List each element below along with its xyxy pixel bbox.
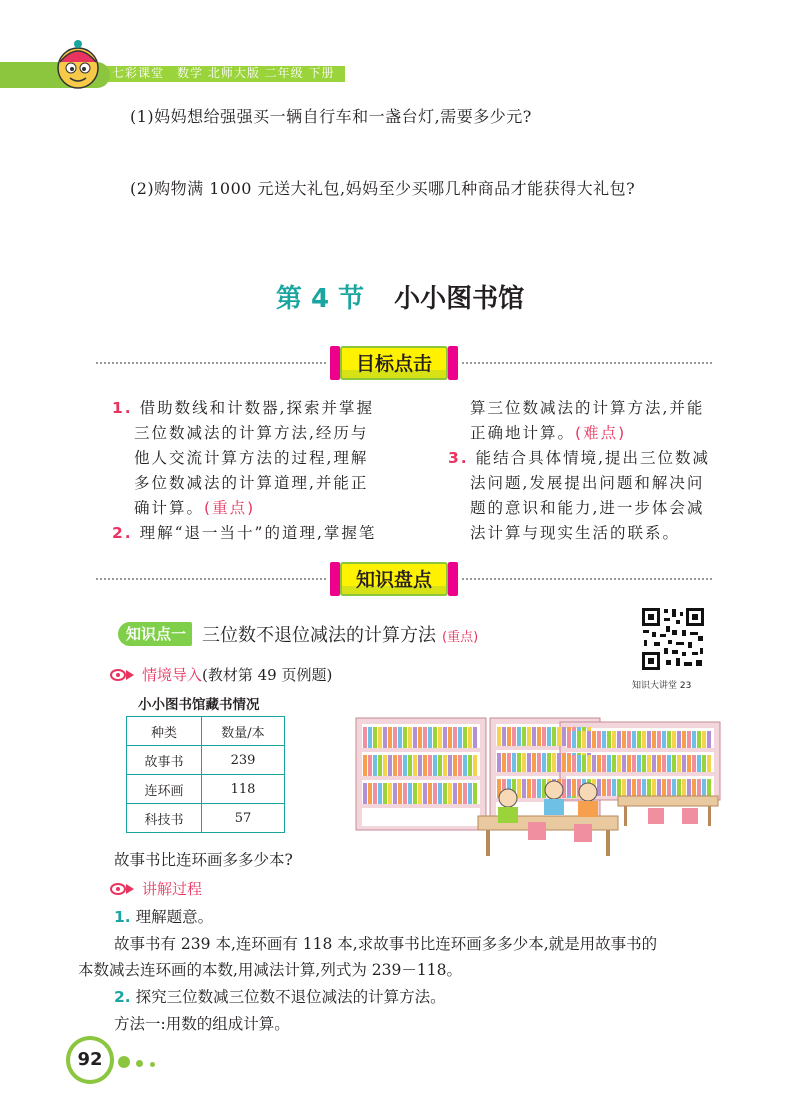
table-header-cell: 种类 bbox=[127, 717, 202, 746]
step-2-number: 2. bbox=[114, 988, 131, 1006]
book-spine bbox=[532, 779, 536, 798]
library-illustration bbox=[348, 712, 724, 860]
difficulty-label: (难点) bbox=[575, 424, 627, 442]
book-spine bbox=[507, 753, 511, 772]
book-spine bbox=[532, 753, 536, 772]
book-spine bbox=[468, 755, 472, 776]
book-spine bbox=[562, 753, 566, 772]
book-spine bbox=[527, 753, 531, 772]
book-spine bbox=[368, 755, 372, 776]
goal-3-line: 法计算与现实生活的联系。 bbox=[470, 524, 681, 542]
book-spine bbox=[433, 783, 437, 804]
book-spine bbox=[672, 731, 676, 748]
book-spine bbox=[642, 731, 646, 748]
goal-1-line: 确计算。 bbox=[134, 499, 205, 517]
book-spine bbox=[657, 779, 661, 796]
goal-1-line: 他人交流计算方法的过程,理解 bbox=[134, 449, 369, 467]
book-spine bbox=[552, 727, 556, 746]
book-spine bbox=[507, 727, 511, 746]
book-spine bbox=[463, 755, 467, 776]
book-spine bbox=[383, 783, 387, 804]
book-spine bbox=[378, 755, 382, 776]
book-spine bbox=[632, 779, 636, 796]
book-spine bbox=[522, 779, 526, 798]
book-spine bbox=[617, 755, 621, 772]
book-spine bbox=[697, 755, 701, 772]
goal-1-line: 多位数减法的计算道理,并能正 bbox=[134, 474, 369, 492]
situation-note: (教材第 49 页例题) bbox=[202, 666, 333, 684]
goal-3-line: 能结合具体情境,提出三位数减 bbox=[475, 449, 711, 467]
book-spine bbox=[373, 727, 377, 748]
book-spine bbox=[378, 783, 382, 804]
knowledge-point-text: 三位数不退位减法的计算方法 bbox=[202, 625, 436, 646]
book-spine bbox=[567, 779, 571, 796]
goal-2-continued bbox=[448, 396, 748, 546]
divider-right bbox=[462, 578, 712, 580]
book-spine bbox=[537, 753, 541, 772]
book-spine bbox=[602, 779, 606, 796]
book-spine bbox=[537, 727, 541, 746]
book-spine bbox=[423, 783, 427, 804]
book-spine bbox=[567, 731, 571, 748]
goal-2-number: 2. bbox=[112, 524, 133, 542]
book-spine bbox=[612, 731, 616, 748]
book-spine bbox=[378, 727, 382, 748]
book-spine bbox=[438, 727, 442, 748]
table-row bbox=[127, 804, 285, 833]
book-spine bbox=[582, 755, 586, 772]
book-spine bbox=[448, 727, 452, 748]
book-spine bbox=[707, 755, 711, 772]
book-spine bbox=[577, 731, 581, 748]
book-spine bbox=[512, 753, 516, 772]
book-spine bbox=[458, 783, 462, 804]
table-title: 小小图书馆藏书情况 bbox=[138, 697, 260, 713]
book-spine bbox=[527, 727, 531, 746]
book-spine bbox=[702, 755, 706, 772]
section-title bbox=[0, 278, 800, 315]
arrow-eye-icon bbox=[110, 883, 136, 895]
book-spine bbox=[697, 731, 701, 748]
book-spine bbox=[418, 755, 422, 776]
knowledge-point-badge: 知识点一 bbox=[118, 622, 192, 646]
book-spine bbox=[657, 755, 661, 772]
book-spine bbox=[632, 755, 636, 772]
book-spine bbox=[453, 755, 457, 776]
book-spine bbox=[662, 779, 666, 796]
question-1: (1)妈妈想给强强买一辆自行车和一盏台灯,需要多少元? bbox=[130, 107, 532, 126]
goal-3-line: 法问题,发展提出问题和解决问 bbox=[470, 474, 705, 492]
knowledge-tag: 知识盘点 bbox=[340, 562, 448, 596]
book-spine bbox=[622, 779, 626, 796]
book-spine bbox=[418, 727, 422, 748]
book-spine bbox=[652, 779, 656, 796]
book-spine bbox=[438, 755, 442, 776]
book-spine bbox=[423, 727, 427, 748]
book-spine bbox=[692, 755, 696, 772]
book-spine bbox=[463, 783, 467, 804]
qr-code-icon[interactable] bbox=[640, 606, 706, 672]
table-cell: 239 bbox=[202, 746, 285, 775]
divider-left bbox=[96, 362, 326, 364]
situation-label: 情境导入 bbox=[142, 666, 203, 684]
book-spine bbox=[403, 755, 407, 776]
book-spine bbox=[592, 731, 596, 748]
book-spine bbox=[403, 783, 407, 804]
book-spine bbox=[572, 731, 576, 748]
key-point-label: (重点) bbox=[442, 630, 479, 645]
table-row bbox=[127, 775, 285, 804]
explain-paragraph-line: 本数减去连环画的本数,用减法计算,列式为 239－118。 bbox=[78, 961, 462, 979]
book-spine bbox=[647, 755, 651, 772]
book-spine bbox=[707, 779, 711, 796]
book-spine bbox=[363, 755, 367, 776]
book-spine bbox=[532, 727, 536, 746]
book-spine bbox=[627, 779, 631, 796]
step-1 bbox=[114, 905, 213, 927]
step-2-text: 探究三位数减三位数不退位减法的计算方法。 bbox=[135, 988, 446, 1006]
section-name: 小小图书馆 bbox=[394, 284, 525, 314]
book-spine bbox=[652, 755, 656, 772]
book-spine bbox=[572, 779, 576, 796]
book-spine bbox=[502, 753, 506, 772]
book-spine bbox=[692, 731, 696, 748]
book-spine bbox=[433, 727, 437, 748]
book-spine bbox=[677, 755, 681, 772]
book-spine bbox=[607, 731, 611, 748]
book-spine bbox=[463, 727, 467, 748]
step-1-text: 理解题意。 bbox=[135, 908, 214, 926]
book-spine bbox=[552, 753, 556, 772]
book-spine bbox=[662, 755, 666, 772]
goals-tag: 目标点击 bbox=[340, 346, 448, 380]
book-spine bbox=[677, 731, 681, 748]
goal-1 bbox=[112, 396, 412, 546]
step-1-number: 1. bbox=[114, 908, 131, 926]
book-spine bbox=[657, 731, 661, 748]
book-spine bbox=[597, 731, 601, 748]
book-table bbox=[126, 716, 285, 833]
book-spine bbox=[682, 779, 686, 796]
book-spine bbox=[363, 727, 367, 748]
book-spine bbox=[413, 783, 417, 804]
book-spine bbox=[637, 755, 641, 772]
book-spine bbox=[602, 755, 606, 772]
table-header-cell: 数量/本 bbox=[202, 717, 285, 746]
book-spine bbox=[443, 783, 447, 804]
tag-notch-right bbox=[448, 346, 458, 380]
book-spine bbox=[612, 755, 616, 772]
book-spine bbox=[497, 753, 501, 772]
book-spine bbox=[682, 755, 686, 772]
table-cell: 57 bbox=[202, 804, 285, 833]
section-number: 第 4 节 bbox=[275, 284, 365, 314]
goal-3-number: 3. bbox=[448, 449, 469, 467]
book-spine bbox=[642, 755, 646, 772]
book-spine bbox=[617, 731, 621, 748]
book-spine bbox=[473, 727, 477, 748]
book-spine bbox=[418, 783, 422, 804]
qr-caption: 知识大讲堂 23 bbox=[632, 681, 692, 691]
book-spine bbox=[692, 779, 696, 796]
book-spine bbox=[458, 755, 462, 776]
book-spine bbox=[383, 727, 387, 748]
book-spine bbox=[627, 731, 631, 748]
book-spine bbox=[398, 755, 402, 776]
book-spine bbox=[662, 731, 666, 748]
goal-1-line: 三位数减法的计算方法,经历与 bbox=[134, 424, 369, 442]
book-spine bbox=[517, 779, 521, 798]
book-spine bbox=[388, 755, 392, 776]
table-cell: 118 bbox=[202, 775, 285, 804]
goal-1-number: 1. bbox=[112, 399, 133, 417]
book-spine bbox=[443, 755, 447, 776]
book-spine bbox=[682, 731, 686, 748]
book-spine bbox=[517, 753, 521, 772]
book-spine bbox=[522, 727, 526, 746]
book-spine bbox=[473, 755, 477, 776]
book-spine bbox=[522, 753, 526, 772]
book-spine bbox=[547, 727, 551, 746]
book-spine bbox=[413, 727, 417, 748]
book-spine bbox=[667, 731, 671, 748]
explain-heading bbox=[110, 878, 202, 899]
divider-right bbox=[462, 362, 712, 364]
book-spine bbox=[388, 783, 392, 804]
arrow-eye-icon bbox=[110, 669, 136, 681]
book-spine bbox=[403, 727, 407, 748]
goal-2-line: 算三位数减法的计算方法,并能 bbox=[470, 399, 705, 417]
book-spine bbox=[537, 779, 541, 798]
book-spine bbox=[637, 779, 641, 796]
book-spine bbox=[502, 727, 506, 746]
book-spine bbox=[398, 727, 402, 748]
book-spine bbox=[687, 779, 691, 796]
book-spine bbox=[458, 727, 462, 748]
book-spine bbox=[393, 727, 397, 748]
book-spine bbox=[497, 727, 501, 746]
goal-1-line: 借助数线和计数器,探索并掌握 bbox=[139, 399, 375, 417]
book-spine bbox=[617, 779, 621, 796]
book-spine bbox=[697, 779, 701, 796]
book-spine bbox=[428, 727, 432, 748]
header-breadcrumb: 七彩课堂 数学 北师大版 二年级 下册 bbox=[112, 66, 335, 80]
book-spine bbox=[672, 755, 676, 772]
book-spine bbox=[368, 783, 372, 804]
table-cell: 连环画 bbox=[127, 775, 202, 804]
book-spine bbox=[428, 783, 432, 804]
book-spine bbox=[632, 731, 636, 748]
book-spine bbox=[453, 783, 457, 804]
tag-notch-left bbox=[330, 346, 340, 380]
book-spine bbox=[368, 727, 372, 748]
book-spine bbox=[592, 755, 596, 772]
book-spine bbox=[557, 727, 561, 746]
book-spine bbox=[393, 783, 397, 804]
book-spine bbox=[363, 783, 367, 804]
book-spine bbox=[527, 779, 531, 798]
explain-paragraph-line: 故事书有 239 本,连环画有 118 本,求故事书比连环画多多少本,就是用故事书的 bbox=[114, 935, 658, 953]
book-spine bbox=[468, 783, 472, 804]
book-spine bbox=[567, 755, 571, 772]
goal-2-line: 正确地计算。 bbox=[470, 424, 576, 442]
book-spine bbox=[373, 783, 377, 804]
book-spine bbox=[398, 783, 402, 804]
step-2 bbox=[114, 985, 446, 1007]
book-spine bbox=[607, 779, 611, 796]
book-spine bbox=[622, 731, 626, 748]
situation-heading bbox=[110, 664, 332, 685]
book-spine bbox=[433, 755, 437, 776]
book-spine bbox=[443, 727, 447, 748]
book-spine bbox=[587, 731, 591, 748]
book-spine bbox=[413, 755, 417, 776]
book-spine bbox=[547, 753, 551, 772]
book-spine bbox=[582, 731, 586, 748]
book-spine bbox=[677, 779, 681, 796]
book-spine bbox=[517, 727, 521, 746]
decor-dot bbox=[150, 1062, 155, 1067]
book-spine bbox=[627, 755, 631, 772]
book-spine bbox=[672, 779, 676, 796]
book-spine bbox=[702, 779, 706, 796]
book-spine bbox=[572, 755, 576, 772]
method-1: 方法一:用数的组成计算。 bbox=[114, 1015, 290, 1033]
book-spine bbox=[542, 753, 546, 772]
table-row bbox=[127, 746, 285, 775]
decor-dot bbox=[118, 1056, 130, 1068]
tag-notch-right bbox=[448, 562, 458, 596]
book-spine bbox=[468, 727, 472, 748]
book-spine bbox=[562, 727, 566, 746]
goal-3-line: 题的意识和能力,进一步体会减 bbox=[470, 499, 705, 517]
book-spine bbox=[707, 731, 711, 748]
book-spine bbox=[667, 779, 671, 796]
book-spine bbox=[597, 779, 601, 796]
book-spine bbox=[408, 783, 412, 804]
table-header-row bbox=[127, 717, 285, 746]
book-spine bbox=[542, 727, 546, 746]
book-spine bbox=[607, 755, 611, 772]
table-cell: 科技书 bbox=[127, 804, 202, 833]
book-spine bbox=[597, 755, 601, 772]
book-spine bbox=[473, 783, 477, 804]
question-2: (2)购物满 1000 元送大礼包,妈妈至少买哪几种商品才能获得大礼包? bbox=[130, 179, 636, 198]
book-spine bbox=[637, 731, 641, 748]
book-spine bbox=[388, 727, 392, 748]
book-spine bbox=[557, 753, 561, 772]
mascot-icon bbox=[50, 36, 106, 92]
book-spine bbox=[587, 755, 591, 772]
book-spine bbox=[428, 755, 432, 776]
book-spine bbox=[687, 731, 691, 748]
decor-dot bbox=[136, 1060, 143, 1067]
book-spine bbox=[652, 731, 656, 748]
book-spine bbox=[642, 779, 646, 796]
book-spine bbox=[408, 755, 412, 776]
book-spine bbox=[647, 779, 651, 796]
book-spine bbox=[448, 755, 452, 776]
divider-left bbox=[96, 578, 326, 580]
explain-label: 讲解过程 bbox=[142, 880, 203, 898]
book-spine bbox=[393, 755, 397, 776]
book-spine bbox=[373, 755, 377, 776]
book-spine bbox=[602, 731, 606, 748]
table-cell: 故事书 bbox=[127, 746, 202, 775]
tag-notch-left bbox=[330, 562, 340, 596]
knowledge-point-title bbox=[202, 621, 478, 647]
situation-question: 故事书比连环画多多少本? bbox=[114, 851, 293, 869]
book-spine bbox=[612, 779, 616, 796]
book-spine bbox=[622, 755, 626, 772]
book-spine bbox=[383, 755, 387, 776]
book-spine bbox=[667, 755, 671, 772]
book-spine bbox=[647, 731, 651, 748]
book-spine bbox=[423, 755, 427, 776]
book-spine bbox=[448, 783, 452, 804]
key-point-label: (重点) bbox=[204, 499, 256, 517]
page-number: 92 bbox=[70, 1040, 110, 1080]
book-spine bbox=[687, 755, 691, 772]
book-spine bbox=[577, 755, 581, 772]
goal-2-line: 理解“退一当十”的道理,掌握笔 bbox=[139, 524, 377, 542]
book-spine bbox=[702, 731, 706, 748]
book-spine bbox=[453, 727, 457, 748]
book-spine bbox=[408, 727, 412, 748]
book-spine bbox=[438, 783, 442, 804]
book-spine bbox=[512, 727, 516, 746]
